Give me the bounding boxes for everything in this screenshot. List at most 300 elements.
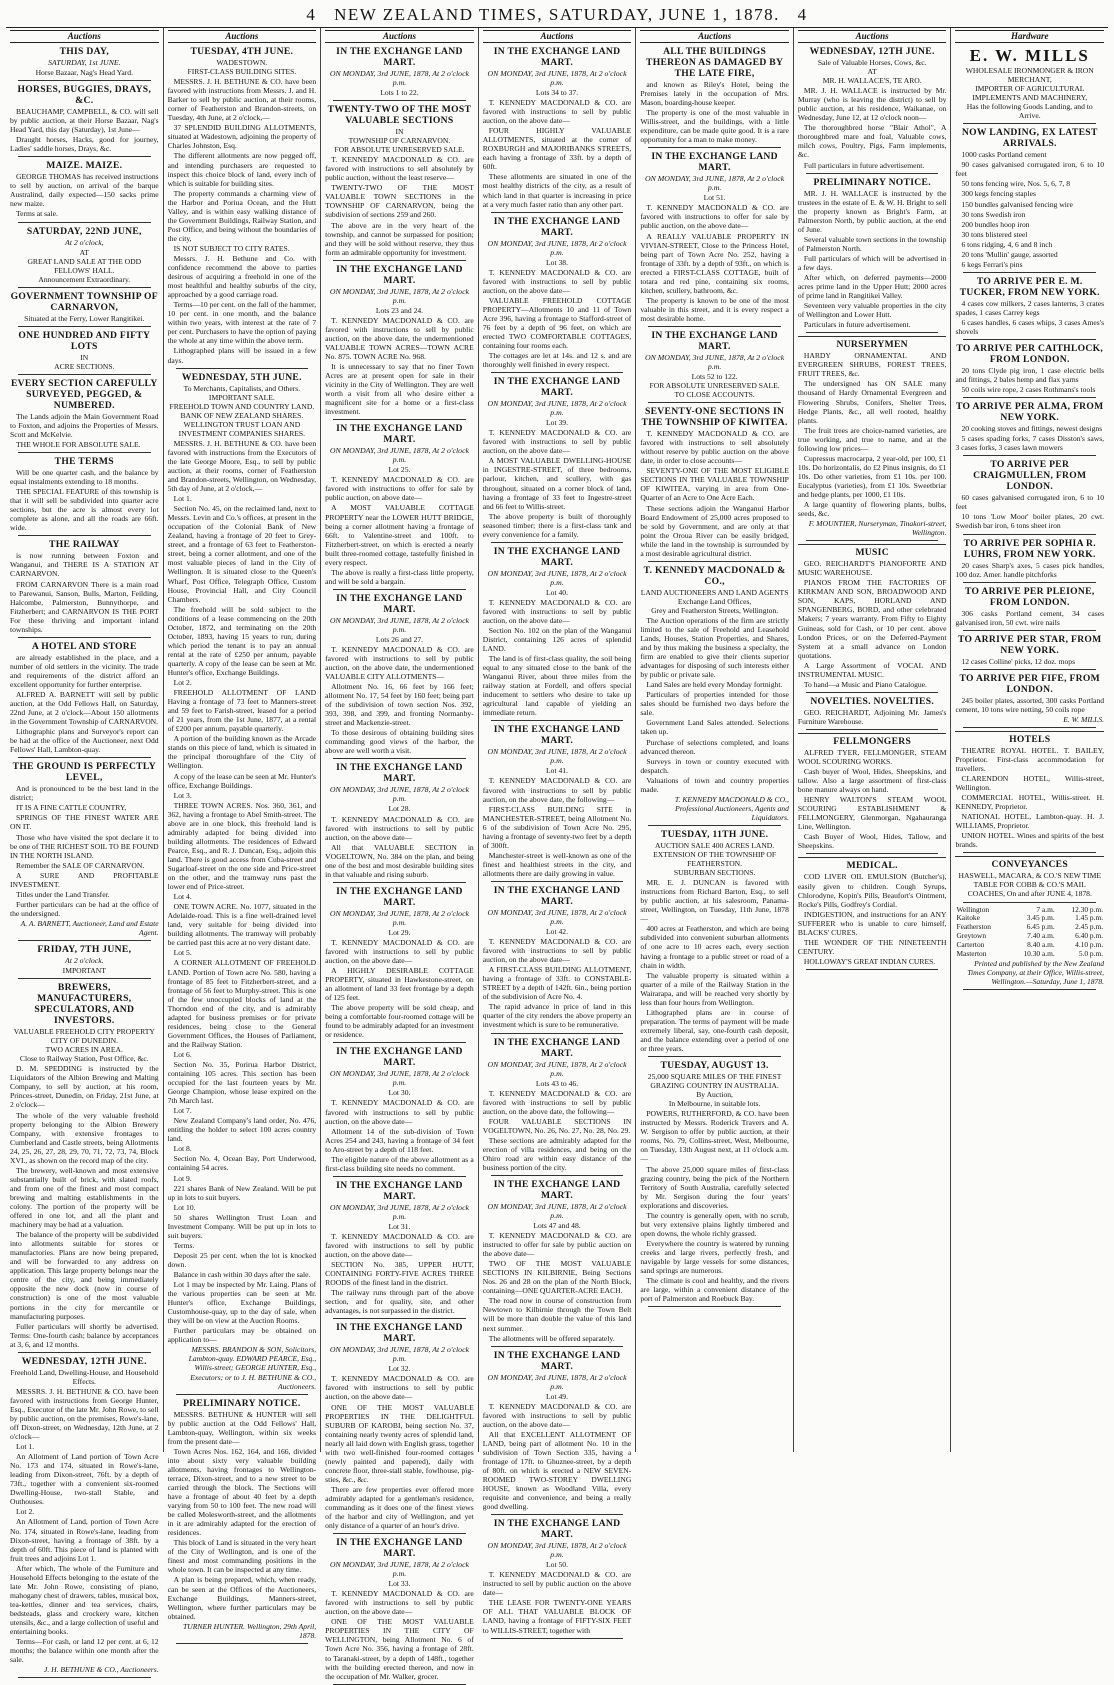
ad-heading: TWENTY-TWO OF THE MOST VALUABLE SECTIONS — [327, 104, 472, 127]
section-header: Auctions — [168, 30, 317, 43]
ad-line: HASWELL, MACARA, & CO.'S NEW TIME TABLE FOR COBB & CO.'S MAIL COACHES, On and after JUNE 4, 1878. — [958, 871, 1101, 899]
ad-separator — [333, 1176, 466, 1177]
ad-line: CITY OF DUNEDIN. — [50, 1036, 118, 1046]
ad-paragraph: POWERS, RUTHERFORD, & CO. have been instructed by Messrs. Roderick Travers and A. W. Sergison to offer by public auction, at their rooms, No. 79, Collins-street, West, Melbourne, on Tuesday, 13th August next, at 11 o'clock a.m.— — [640, 1109, 789, 1164]
ad-paragraph: The road now in course of construction from Newtown to Kilbirnie through the Town Belt will be more than double the value of this land next summer. — [482, 1296, 632, 1333]
ad-paragraph: Land Sales are held every Monday fortnight. — [646, 680, 783, 690]
advertisement — [10, 761, 159, 937]
advertisement — [168, 1398, 317, 1640]
advertisement — [955, 906, 1104, 987]
ad-heading: THE GROUND IS PERFECTLY LEVEL, — [12, 761, 156, 784]
advertisement — [10, 46, 159, 77]
ad-paragraph: T. KENNEDY MACDONALD & CO. are favored with instructions to offer for sale by public auction, on the above date— — [640, 203, 789, 231]
ad-line: Lot 32. — [388, 1364, 411, 1374]
ad-separator — [806, 540, 939, 541]
advertisement — [325, 1537, 474, 1681]
ad-subheading: ON MONDAY, 3rd JUNE, 1878, At 2 o'clock p.m. — [487, 1372, 627, 1391]
ad-subheading: ON MONDAY, 3rd JUNE, 1878, At 2 o'clock p.m. — [329, 1560, 469, 1579]
ad-paragraph: Lot 6. — [173, 1049, 192, 1059]
ad-paragraph: Allotment No. 16, 66 feet by 166 feet; allotment No. 17, 54 feet by 160 feet; being part of the subdivision of town section Nos. 392, 393, 398, and 399, and fronting Normanby-street and Mackenzie-street. — [325, 682, 474, 728]
ad-paragraph: FIRST-CLASS BUILDING SITE in MANCHESTER-STREET, being Allotment No. 6 of the subdivision of Town Acre No. 295, having a frontage of seventy-two feet by a depth of 300ft. — [482, 804, 632, 850]
ad-separator — [806, 853, 939, 854]
ad-paragraph: A CORNER ALLOTMENT OF FREEHOLD LAND. Portion of Town acre No. 580, having a frontage of 85 feet to Fitzherbert-street, and a frontage of 56 feet to Murphy-street. This is one of the few unoccupied blocks of land at the Thorndon end of the city, and is admirably adapted for business premises or for private residences, being close to the General Government Offices, the Houses of Parliament, and the Railway Station. — [167, 958, 317, 1049]
ad-separator — [491, 542, 624, 543]
ad-paragraph: T. KENNEDY MACDONALD & CO. are favored with instructions to sell by public auction, on the above date— — [325, 1589, 474, 1617]
timetable-cell: Featherston — [956, 922, 991, 932]
ad-paragraph: ALFRED A. BARNETT will sell by public auction, at the Odd Fellows Hall, on Saturday, 22nd June, at 2 o'clock—About 150 allotments in the Government Township of CARNARVON. — [10, 689, 159, 727]
ad-signature: Printed and published by the New Zealand Times Company, at their Office, Willis-street, Wellington.—Saturday, June 1, 1878. — [967, 959, 1105, 987]
ad-paragraph: The eligible nature of the above allotment as a first-class building site needs no comment. — [325, 1154, 474, 1173]
ad-paragraph: 20 tons Clyde pig iron, 1 case electric bells and fittings, 2 bales hemp and flax yarns — [955, 366, 1105, 385]
timetable-cell: Wellington — [956, 904, 990, 914]
ad-subheading: SATURDAY, 1st JUNE. — [47, 58, 121, 67]
advertisement — [483, 1179, 632, 1343]
timetable-cell: Greytown — [956, 930, 987, 940]
ad-paragraph: Remember the SALE OF CARNARVON. — [16, 860, 145, 870]
ad-heading: TO ARRIVE PER ALMA, FROM NEW YORK. — [956, 401, 1104, 424]
ad-paragraph: Terms at sale. — [16, 209, 58, 219]
ad-heading: IN THE EXCHANGE LAND MART. — [493, 1178, 621, 1201]
timetable-cell: 2.45 p.m. — [1075, 922, 1104, 932]
ad-paragraph: Lot 4. — [173, 892, 192, 902]
ad-paragraph: T. KENNEDY MACDONALD & CO. are favored with instructions to sell by public auction, on the above date, the undermentioned VALUABLE TOWN ACRES—TOWN ACRE No. 875. TOWN ACRE No. 968. — [325, 315, 474, 361]
ad-paragraph: 20 cooking stoves and fittings, newest designs — [961, 424, 1103, 434]
ad-heading: FELLMONGERS — [798, 733, 947, 747]
advertisement — [483, 216, 632, 370]
ad-paragraph: The country is generally open, with no scrub, but very extensive plains lightly timbered and open downs, the whole richly grassed. — [640, 1210, 789, 1238]
ad-paragraph: T. KENNEDY MACDONALD & CO. are favored with instructions to sell by public auction, on the above date— — [482, 98, 632, 126]
ad-paragraph: Government Land Sales attended. Selections taken up. — [640, 718, 789, 737]
ad-subheading: ON MONDAY, 3rd JUNE, 1878, At 2 o'clock p.m. — [329, 69, 469, 87]
ad-separator — [333, 882, 466, 883]
ad-paragraph: The fruit trees are choice-named varieties, are true working, and true to name, and at the following low prices— — [797, 425, 947, 453]
ad-heading: IN THE EXCHANGE LAND MART. — [493, 885, 621, 907]
ad-heading: IN THE EXCHANGE LAND MART. — [493, 1349, 621, 1372]
ad-separator — [18, 1352, 151, 1353]
ad-separator — [18, 757, 151, 758]
advertisement — [10, 641, 159, 755]
ad-separator — [491, 1514, 624, 1515]
ad-heading: TO ARRIVE PER SOPHIA R. LUHRS, FROM NEW YORK. — [963, 537, 1096, 560]
ad-paragraph: Section No. 102 on the plan of the Wanganui District, containing 126 acres of splendid LAND. — [482, 625, 632, 654]
ad-paragraph: Town Acres Nos. 162, 164, and 166, divided into about sixty very valuable building allotments, having frontages to Wellington-terrace, Dixon-street, and to a new street to be carried through the block. The Sections will have a frontage of about 40 feet by a depth varying from 50 to 100 feet. The new road will be called Molesworth-street, and the allotments in it are admirably adapted for the erection of residences. — [167, 1446, 317, 1538]
advertisement — [10, 330, 159, 371]
advertisement — [10, 226, 159, 284]
ad-paragraph: CLARENDON HOTEL, Willis-street, Wellington. — [955, 774, 1105, 793]
advertisement — [483, 546, 632, 718]
ad-paragraph: The brewery, well-known and most extensive substantially built of brick, with slated roofs, and from one of the finest and most compact brewing and malting establishments in the colony. The portion of the property will be offered in one lot, and all the plant and machinery may be had at a valuation. — [10, 1165, 159, 1230]
section-header: Auctions — [483, 30, 632, 43]
ad-paragraph: Will be one quarter cash, and the balance by equal instalments extending to 18 months. — [10, 468, 159, 487]
ad-line: In Melbourne, in suitable lots. — [668, 1099, 761, 1109]
ad-subheading: ON MONDAY, 3rd JUNE, 1878, At 2 o'clock p.m. — [487, 1201, 627, 1220]
ad-paragraph: An Allotment of Land, portion of Town Acre No. 174, situated in Rowe's-lane, leading from Dixon-street, having a frontage of 38ft. by a depth of 60ft. This piece of land is planted with fruit trees and adjoins Lot 1. — [10, 1517, 159, 1563]
ad-subheading: ON MONDAY, 3rd JUNE, 1878, At 2 o'clock p.m. — [329, 1202, 469, 1221]
ad-heading: SATURDAY, 22ND JUNE, — [26, 225, 142, 237]
advertisement — [955, 46, 1104, 120]
ad-separator — [963, 902, 1096, 903]
ad-line: By Auction, — [696, 1090, 733, 1100]
ad-paragraph: Balance in cash within 30 days after the sale. — [173, 1270, 311, 1279]
ad-separator — [18, 374, 151, 375]
ad-line: AT — [79, 247, 89, 257]
column — [6, 28, 164, 1675]
advertisement — [640, 330, 789, 399]
ad-heading: PRELIMINARY NOTICE. — [813, 176, 931, 188]
advertisement — [325, 1046, 474, 1172]
ad-paragraph: COD LIVER OIL EMULSION (Butcher's), easily given to children. Cough Syrups, Chlorodyne, Kopin's Pills, Beaufort's Ointment, Rocke's Pills, Godfrey's Cordial. — [797, 872, 947, 909]
ad-paragraph: T. KENNEDY MACDONALD & CO. are favored with instructions to sell absolutely without reserve by public auction on the above date, in order to close accounts— — [640, 429, 789, 466]
ad-line: Lots 47 and 48. — [533, 1220, 581, 1230]
ad-paragraph: T. KENNEDY MACDONALD & CO. are favored with instructions to sell by public auction, on the above date, the following— — [482, 776, 632, 804]
ad-paragraph: The rapid advance in price of land in this quarter of the city renders the above property an investment which is sure to be remunerative. — [482, 1002, 632, 1030]
ad-separator — [333, 100, 466, 101]
ad-paragraph: FROM CARNARVON There is a main road to Parewanui, Sanson, Bulls, Marton, Feilding, Halcombe, Palmerston, Bunnythorpe, and Fitzherbert; and CARNARVON IS THE PORT For these thriving and important inland townships. — [10, 579, 159, 634]
ad-paragraph: 20 cases Sharp's axes, 5 cases pick handles, 100 doz. Amer. handle pitchforks — [955, 560, 1105, 579]
ad-paragraph: 50 shares Wellington Trust Loan and Investment Company. Will be put up in lots to suit buyers. — [167, 1212, 317, 1240]
ad-paragraph: 4 cases cow milkers, 2 cases lanterns, 3 crates spades, 1 cases Carrey kegs — [955, 298, 1105, 317]
ad-heading: MAIZE. MAIZE. — [46, 160, 123, 172]
ad-paragraph: Allotment 14 of the sub-division of Town Acres 254 and 243, having a frontage of 34 feet to Aro-street by a depth of 118 feet. — [325, 1126, 474, 1154]
ad-line: Lot 30. — [388, 1088, 411, 1098]
ad-line: IMPORTER OF AGRICULTURAL IMPLEMENTS AND MACHINERY, — [972, 84, 1088, 103]
ad-paragraph: ONE TOWN ACRE. No. 1077, situated in the Adelaide-road. This is a fine well-drained level land, very suitable for being divided into building allotments. The tramway will probably be carried past this acre at no very distant date. — [167, 902, 317, 948]
ad-separator — [648, 147, 781, 148]
ad-paragraph: T. KENNEDY MACDONALD & CO. are favored with instructions to sell by public auction, on the above date— — [482, 267, 632, 295]
ad-separator — [18, 222, 151, 223]
ad-line: BANK OF NEW ZEALAND SHARES. — [180, 410, 304, 420]
ad-paragraph: The railway runs through part of the above section, and for quality, site, and other advantages, is not surpassed in the district. — [325, 1288, 474, 1316]
ad-paragraph: Lot 1 may be inspected by Mr. Laing. Plans of the various properties can be seen at Mr. Hunter's office, Exchange Buildings, Customhouse-quay, up to the day of sale, when they will be on view at the Auction Rooms. — [167, 1280, 317, 1326]
ad-paragraph: And is pronounced to be the best land in the district; — [10, 784, 159, 803]
ad-paragraph: Several valuable town sections in the township of Palmerston North. — [797, 234, 947, 253]
ad-line: Lots 26 and 27. — [375, 634, 424, 644]
ad-paragraph: T. KENNEDY MACDONALD & CO. are favored with instructions to sell by public auction, on the above date— — [325, 1374, 474, 1402]
ad-paragraph: Lot 8. — [173, 1144, 192, 1154]
ad-paragraph: The undersigned has ON SALE many thousand of Hardy Ornamental Evergreen and Flowering Shrubs, Conifers, Shelter Trees, Hedge Plants, &c., all well rooted, healthy plants. — [797, 379, 947, 425]
timetable-cell: 4.10 p.m. — [1075, 939, 1104, 949]
ad-separator — [963, 582, 1096, 583]
advertisement — [483, 46, 632, 209]
ad-heading: TO ARRIVE PER FIFE, FROM LONDON. — [959, 672, 1101, 695]
advertisement — [325, 886, 474, 1040]
ad-subheading: ON MONDAY, 3rd JUNE, 1878, At 2 o'clock p.m. — [487, 908, 627, 926]
advertisement — [10, 84, 159, 153]
ad-paragraph: Purchase of selections completed, and loans advanced thereon. — [640, 737, 789, 756]
ad-paragraph: PIANOS FROM THE FACTORIES OF KIRKMAN AND SON, BROADWOOD AND SON, KAPS, HORLAND AND SPANGENBERG, BORD, and other celebrated Makers; 7 years warranty. From Fifty to Eighty Guineas, sold for Cash, or 10 per cent. above London Prices, or on the Deferred-Payment System at a small advance on London quotations. — [797, 578, 947, 660]
masthead — [6, 2, 1108, 28]
ad-heading: IN THE EXCHANGE LAND MART. — [336, 263, 463, 286]
advertisement — [955, 127, 1104, 269]
ad-paragraph: The property is one of the most valuable in Willis-street, and the buildings, with a little expenditure, can be made quite good. It is a rare opportunity for a man to make money. — [640, 108, 789, 145]
ad-separator — [806, 969, 939, 970]
advertisement — [640, 46, 789, 144]
ad-paragraph: Deposit 25 per cent. when the lot is knocked down. — [167, 1250, 317, 1269]
ad-paragraph: T. KENNEDY MACDONALD & CO. are instructed to sell by public auction on the above date— — [482, 1570, 632, 1598]
ad-subheading: ON MONDAY, 3rd JUNE, 1878, At 2 o'clock p.m. — [487, 747, 627, 766]
ad-line: Lots 1 to 22. — [380, 88, 419, 97]
ad-separator — [491, 881, 624, 882]
ad-paragraph: The different allotments are now pegged off, and intending purchasers are requested to inspect this choice block of land, every inch of which is suitable for building sites. — [167, 151, 317, 188]
ad-paragraph: 6 cases handles, 6 cases whips, 3 cases Ames's shovels — [955, 317, 1105, 336]
ad-separator — [333, 1533, 466, 1534]
ad-line: TWO ACRES IN AREA. — [45, 1045, 123, 1055]
ad-line: To Merchants, Capitalists, and Others. — [183, 383, 301, 393]
timetable-row — [955, 950, 1104, 959]
ad-separator — [963, 455, 1096, 456]
ad-paragraph: A copy of the lease can be seen at Mr. Hunter's office, Exchange Buildings. — [167, 771, 317, 790]
advertisement — [955, 459, 1104, 530]
ad-paragraph: There are few properties ever offered more admirably adapted for a gentleman's residence, commanding as it does one of the finest views of the harbor and city of Wellington, and yet only distance of a quarter of an hour's drive. — [325, 1484, 474, 1531]
ad-paragraph: T. KENNEDY MACDONALD & CO. are favored with instructions to sell by public auction, on the above date— — [325, 1098, 474, 1126]
timetable-cell: 10.30 a.m. — [1023, 948, 1055, 958]
advertisement — [10, 456, 159, 532]
ad-line: EXTENSION OF THE TOWNSHIP OF FEATHERSTON. — [653, 850, 777, 869]
section-header: Auctions — [640, 30, 789, 43]
ad-separator — [806, 332, 939, 333]
timetable-cell: 8.40 a.m. — [1027, 939, 1055, 949]
advertisement — [955, 401, 1104, 452]
advertisement — [483, 1037, 632, 1172]
ad-paragraph: THE WONDER OF THE NINETEENTH CENTURY. — [797, 937, 947, 956]
ad-line: IN — [395, 127, 404, 137]
ad-heading: IN THE EXCHANGE LAND MART. — [336, 762, 463, 785]
ad-line: GREAT LAND SALE AT THE ODD FELLOWS' HALL. — [27, 256, 142, 275]
ad-heading: TO ARRIVE PER E. M. TUCKER, FROM NEW YORK. — [959, 275, 1100, 298]
ad-signature: TURNER HUNTER. Wellington, 29th April, 1878. — [183, 1621, 317, 1640]
advertisement — [798, 46, 947, 170]
ad-separator — [963, 272, 1096, 273]
ad-separator — [963, 339, 1096, 340]
ad-heading: MEDICAL. — [798, 857, 947, 871]
advertisement — [798, 733, 947, 851]
ad-paragraph: Terms—For cash, or land 12 per cent. at 6, 12 months; the balance within one month after the sale. — [10, 1637, 159, 1665]
ad-heading: TUESDAY, 4TH JUNE. — [190, 46, 294, 57]
ad-paragraph: ALFRED TYER, FELLMONGER, STEAM WOOL SCOURING WORKS. — [797, 747, 947, 766]
ad-paragraph: Those who have visited the spot declare it to be one of THE RICHEST SOIL TO BE FOUND IN THE NORTH ISLAND. — [10, 832, 159, 860]
advertisement — [798, 696, 947, 726]
ad-paragraph: Lot 1. — [16, 1442, 35, 1452]
ad-paragraph: 221 shares Bank of New Zealand. Will be put up in lots to suit buyers. — [167, 1183, 317, 1202]
advertisement — [10, 378, 159, 449]
ad-separator — [491, 720, 624, 721]
column — [794, 28, 952, 1452]
ad-paragraph: THE LEASE FOR TWENTY-ONE YEARS OF ALL THAT VALUABLE BLOCK OF LAND, having a frontage of FIFTY-SIX FEET to WILLIS-STREET, together with — [482, 1598, 632, 1635]
ad-subheading: ON MONDAY, 3rd JUNE, 1878, At 2 o'clock p.m. — [329, 286, 469, 305]
ad-paragraph: T. KENNEDY MACDONALD & CO. are favored with instructions to sell by public auction, on the above date— — [325, 814, 474, 842]
advertisement — [483, 885, 632, 1030]
ad-paragraph: are already established in the place, and a number of old settlers in the vicinity. The trade and requirements of the district afford an excellent opportunity for further enterprise. — [10, 652, 159, 689]
ad-subheading: ON MONDAY, 3rd JUNE, 1878, At 2 o'clock p.m. — [329, 908, 469, 927]
ad-paragraph: T. KENNEDY MACDONALD & CO. are favored with instructions to sell by public auction, on the above date— — [482, 597, 632, 625]
advertisement — [325, 264, 474, 417]
ad-heading: THE TERMS — [54, 456, 114, 468]
ad-separator — [963, 123, 1096, 124]
ad-paragraph: FOUR HIGHLY VALUABLE ALLOTMENTS, situated at the corner of ROXBURGH and MAJORIBANKS STREETS, each having a frontage of 33ft. by a depth of 60ft. — [482, 126, 632, 172]
ad-heading: IN THE EXCHANGE LAND MART. — [651, 329, 778, 352]
ad-line: Lot 38. — [546, 257, 568, 267]
ad-separator — [18, 535, 151, 536]
ad-paragraph: All that EXCELLENT ALLOTMENT OF LAND, being part of allotment No. 10 in the subdivision of Town Section 335, having a frontage of 17ft. to Ghuznee-street, by a depth of 80ft. on which is erected a NEW SEVEN-ROOMED TWO-STOREY DWELLING HOUSE, known as Woodland Villa, every requisite and convenience, and being a really good dwelling. — [482, 1429, 632, 1512]
ad-line: Lots 23 and 24. — [375, 305, 424, 315]
ad-line: Lot 49. — [546, 1391, 568, 1401]
advertisement — [955, 343, 1104, 394]
ad-paragraph: Section No. 35, Porirua Harbor District, containing 105 acres. This section has been occupied for the last fourteen years by Mr. George Champion, whose lease expired on the 7th March last. — [167, 1059, 317, 1106]
ad-separator — [176, 1394, 309, 1395]
ad-heading: FRIDAY, 7TH JUNE, — [37, 944, 132, 956]
ad-paragraph: New Zealand Company's land order, No. 476, entitling the holder to select 100 acres country land. — [167, 1116, 317, 1144]
column — [321, 28, 479, 1681]
ad-paragraph: The cottages are let at 14s. and 12 s. and are thoroughly well finished in every respect. — [482, 351, 632, 370]
ad-separator — [648, 402, 781, 403]
ad-paragraph: Further particulars may be obtained on application to— — [167, 1326, 317, 1345]
ad-heading: ONE HUNDRED AND FIFTY LOTS — [18, 329, 151, 352]
ad-line: WADESTOWN. — [216, 58, 268, 67]
ad-paragraph: 37 SPLENDID BUILDING ALLOTMENTS, situated at Wadestown, adjoining the property of Charles Johnston, Esq. — [167, 123, 317, 151]
ad-line: Lots 52 to 122. — [691, 371, 738, 381]
advertisement — [10, 291, 159, 323]
ad-paragraph: Everywhere the country is watered by running creeks and large rivers, perfectly fresh, and navigable by large vessels for some distances, sand springs are numerous. — [640, 1238, 789, 1276]
ad-heading: IN THE EXCHANGE LAND MART. — [493, 46, 621, 68]
ad-paragraph: A MOST VALUABLE DWELLING-HOUSE in INGESTRE-STREET, of three bedrooms, parlour, kitchen, and scullery, with gas throughout, situated on a corner block of land, having a frontage of 33 feet to Ingestre-street and 66 feet to Willis-street. — [482, 456, 632, 511]
ad-line: WHOLESALE IRONMONGER & IRON MERCHANT, — [965, 66, 1094, 85]
ad-paragraph: Cupressus macrocarpa, 2 year-old, per 100, £1 10s. Do horizontalis, do £2 Pinus insignis, do £1 10s. Do other varieties, from £1 10s. per 100. Eucalyptus (varieties), from £1 10s. Sweetbriar and hedge plants, per 1000, £1 10s. — [797, 453, 947, 499]
ad-heading: IN THE EXCHANGE LAND MART. — [493, 376, 621, 399]
ad-paragraph: IT IS A FINE CATTLE COUNTRY, — [16, 803, 127, 813]
ad-paragraph: Further particulars can be had at the office of the undersigned. — [10, 899, 159, 918]
ad-paragraph: 400 acres at Featherston, and which are being subdivided into convenient suburban allotments of one acre to 10 acres each, every section having a frontage to a public street or road of a chain in width. — [640, 924, 789, 970]
column — [479, 28, 637, 1635]
ad-paragraph: T. KENNEDY MACDONALD & CO. are favored with instructions to sell by public auction, on the above date, the undermentioned VALUABLE CITY ALLOTMENTS— — [325, 644, 474, 682]
ad-paragraph: A large quantity of flowering plants, bulbs, seeds, &c. — [797, 500, 947, 519]
ad-paragraph: VALUABLE FREEHOLD COTTAGE PROPERTY—Allotments 10 and 11 of Town Acre 396, having a frontage to Stafford-street of 76 feet by a depth of 96 feet, on which are erected TWO COMFORTABLE COTTAGES, containing four rooms each. — [482, 295, 632, 351]
advertisement — [798, 544, 947, 689]
ad-line: Close to Railway Station, Post Office, &c. — [19, 1054, 149, 1064]
ad-paragraph: Lot 7. — [173, 1106, 192, 1116]
ad-subheading: ON MONDAY, 3rd JUNE, 1878, At 2 o'clock p.m. — [487, 238, 627, 257]
ad-separator — [648, 326, 781, 327]
ad-heading: IN THE EXCHANGE LAND MART. — [336, 1046, 463, 1069]
ad-separator — [491, 1175, 624, 1176]
ad-paragraph: THEATRE ROYAL HOTEL. T. BAILEY, Proprietor. First-class accommodation for travellers. — [955, 745, 1105, 773]
ad-separator — [18, 978, 151, 979]
timetable — [955, 906, 1104, 959]
ad-paragraph: HARDY ORNAMENTAL AND EVERGREEN SHRUBS, FOREST TREES, FRUIT TREES, &c. — [797, 351, 947, 379]
ad-paragraph: Terms—10 per cent. on the fall of the hammer, 10 per cent. in one month, and the balance within two years, with interest at the rate of 7 per cent. Purchasers to have the option of paying the whole at any time within the above term. — [167, 300, 317, 346]
ad-separator — [333, 1318, 466, 1319]
ad-line: Lots 34 to 37. — [535, 88, 579, 97]
ad-paragraph: THE WHOLE FOR ABSOLUTE SALE. — [16, 439, 141, 449]
ad-line: Lots 43 to 46. — [535, 1078, 579, 1088]
section-header: Hardware — [955, 30, 1104, 43]
ad-heading: A HOTEL AND STORE — [31, 640, 137, 652]
ad-paragraph: MR. E. J. DUNCAN is favored with instructions from Richard Barton, Esq., to sell by public auction, at his salesroom, Panama-street, Wellington, on Tuesday, 11th June, 1878— — [640, 878, 789, 924]
ad-line: TO CLOSE ACCOUNTS. — [674, 390, 755, 400]
ad-heading: BREWERS, MANUFACTURERS, SPECULATORS, AND INVESTORS. — [34, 982, 135, 1027]
ad-paragraph: It is unnecessary to say that no finer Town Acres are at present open for sale in their vicinity in the City of Wellington. They are well worth a visit from all who desire either a magnificent site for a home or a first-class investment. — [325, 361, 474, 417]
ad-paragraph: T. KENNEDY MACDONALD & CO. are favored with instructions to sell by public auction, on the above date— — [325, 1231, 474, 1259]
ad-separator — [963, 727, 1096, 728]
ad-line: Lot 42. — [546, 927, 568, 936]
ad-paragraph: After which, The whole of the Furniture and Household Effects belonging to the estate of the late Mr. John Rowe, consisting of piano, mahogany chest of drawers, tables, musical box, tea-kettles, dinner and tea services, chairs, bedsteads, glass and crockery ware, kitchen utensils, &c., and a large collection of useful and entertaining books. — [10, 1563, 159, 1637]
ad-line: Situated at the Ferry, Lower Rangitikei. — [24, 313, 145, 323]
ad-line: Lot 25. — [388, 465, 411, 475]
ad-paragraph: The above property is built of thoroughly seasoned timber; there is a first-class tank and every convenience for a family. — [482, 511, 632, 539]
ad-paragraph: GEO. REICHARDT, Adjoining Mr. James's Furniture Warehouse. — [797, 707, 947, 726]
ad-heading: T. KENNEDY MACDONALD & CO., — [643, 564, 786, 587]
ad-paragraph: T. KENNEDY MACDONALD & CO. are favored with instructions to sell absolutely by public auction, without the least reserve— — [325, 155, 474, 183]
advertisement — [955, 673, 1104, 724]
ad-subheading: ON MONDAY, 3rd JUNE, 1878, At 2 o'clock p.m. — [487, 1541, 627, 1560]
ad-line: IMPORTANT — [62, 966, 106, 976]
ad-separator — [176, 368, 309, 369]
timetable-cell: 6.40 p.m. — [1075, 930, 1104, 940]
ad-paragraph: 30 tons Swedish iron — [961, 209, 1026, 219]
ad-paragraph: The Lands adjoin the Main Government Road to Foxton, and adjoins the Properties of Messrs. Scott and McKelvie. — [10, 411, 159, 439]
ad-separator — [18, 326, 151, 327]
ad-separator — [648, 1306, 781, 1307]
ad-paragraph: GEORGE THOMAS has received instructions to sell by auction, on arrival of the barque Australind, daily expected—150 sacks prime new maize. — [10, 172, 159, 209]
ad-separator — [333, 1042, 466, 1043]
ad-paragraph: A REALLY VALUABLE PROPERTY IN VIVIAN-STREET, Close to the Princess Hotel, being part of Town Acre No. 252, having a frontage of 33ft. by a depth of 93ft., on which is erected a FIRST-CLASS COTTAGE, built of totara and red pine, containing six rooms, kitchen, scullery, bathroom, &c. — [640, 231, 789, 295]
ad-line: ACRE SECTIONS. — [54, 361, 115, 371]
ad-separator — [963, 397, 1096, 398]
ad-paragraph: 6 tons ridging, 4, 6 and 8 inch — [961, 239, 1053, 249]
ad-separator — [491, 212, 624, 213]
advertisement — [325, 104, 474, 257]
ad-paragraph: The land is of first-class quality, the soil being equal to any situated close to the bank of the Wanganui River, about three miles from the railway station at Fordell, and offers special inducement to settlers who desire to take up agricultural land capable of yielding an immediate return. — [482, 654, 632, 718]
ad-paragraph: ONE OF THE MOST VALUABLE PROPERTIES IN THE DELIGHTFUL SUBURB OF KAROBI, being section No. 37, containing nearly twenty acres of splendid land, nearly all laid down with English grass, together with two well-finished four-roomed cottages (newly painted and papered), daily with concrete floor, three-stall stable, fowlhouse, pig-sties, &c., &c. — [325, 1402, 474, 1484]
advertisement — [325, 593, 474, 756]
ad-paragraph: 30 tons blistered steel — [961, 229, 1028, 239]
ad-signature: T. KENNEDY MACDONALD & CO., Professional Auctioneers, Agents and Liquidators. — [674, 794, 789, 822]
ad-separator — [806, 729, 939, 730]
columns-container — [6, 28, 1108, 1681]
ad-heading: IN THE EXCHANGE LAND MART. — [336, 1179, 463, 1202]
advertisement — [955, 634, 1104, 666]
ad-paragraph: T. KENNEDY MACDONALD & CO. are favored with instructions to sell by public auction, on the above date— — [482, 428, 632, 456]
ad-paragraph: 60 cases galvanised corrugated iron, 6 to 10 feet — [955, 493, 1105, 512]
ad-paragraph: Cash buyer of Wool, Hides, Sheepskins, and tallow. Also a large assortment of first-class bone manure always on hand. — [797, 767, 947, 795]
ad-paragraph: ONE OF THE MOST VALUABLE PROPERTIES IN THE CITY OF WELLINGTON, being Allotment No. 6 of Town Acre No. 356, having a frontage of 28ft. to Taranaki-street, by a depth of 148ft., together with the building erected thereon, and now in the occupation of Mr. Walker, grocer. — [325, 1617, 474, 1681]
ad-heading: NOVELTIES. NOVELTIES. — [810, 695, 935, 707]
ad-paragraph: 12 cases Colline' picks, 12 doz. mops — [961, 656, 1076, 666]
ad-paragraph: T. KENNEDY MACDONALD & CO. are favored with instructions to sell by public auction, on the above date— — [482, 937, 632, 965]
advertisement — [640, 151, 789, 323]
advertisement — [10, 982, 159, 1349]
ad-paragraph: A Large Assortment of VOCAL AND INSTRUMENTAL MUSIC. — [797, 660, 947, 679]
ad-paragraph: To those desirous of obtaining building sites commanding good views of the harbor, the above are well worth a visit. — [325, 728, 474, 756]
ad-separator — [963, 669, 1096, 670]
advertisement — [325, 423, 474, 586]
ad-paragraph: BEAUCHAMP, CAMPBELL, & CO. will sell by public auction, at their Horse Bazaar, Nag's Head Yard, this day (Saturday), 1st June— — [10, 107, 159, 135]
ad-heading: NURSERYMEN — [798, 336, 947, 350]
ad-paragraph: 200 bundles hoop iron — [961, 219, 1030, 229]
ad-heading: TO ARRIVE PER CAITHLOCK, FROM LONDON. — [956, 343, 1104, 366]
ad-paragraph: The property commands a charming view of the Harbor and Poriua Ocean, and the Hutt Valley, and is within easy walking distance of the Government Buildings, Railway Station, and Post Office, and being without the boundaries of the city, — [167, 188, 317, 243]
ad-line: Announcement Extraordinary. — [38, 274, 131, 284]
ad-line: TOWNSHIP OF CARNARVON. — [348, 136, 451, 146]
ad-heading: TO ARRIVE PER PLEIONE, FROM LONDON. — [964, 585, 1095, 608]
ad-subheading: ON MONDAY, 3rd JUNE, 1878, At 2 o'clock p.m. — [329, 615, 469, 634]
ad-paragraph: and known as Riley's Hotel, being the Premises lately in the occupation of Mrs. Mason, boarding-house keeper. — [640, 80, 789, 108]
ad-subheading: ON MONDAY, 3rd JUNE, 1878, At 2 o'clock p.m. — [487, 399, 627, 418]
ad-separator — [18, 637, 151, 638]
ad-paragraph: THE SPECIAL FEATURE of this township is that it will sell be subdivided into quarter acre sections, but the acre is almost every lot complete as alone, and all the roads are 66ft. wide. — [10, 487, 159, 533]
advertisement — [640, 829, 789, 1053]
ad-paragraph: All that VALUABLE SECTION in VOGELTOWN, No. 384 on the plan, and being one of the best and most desirable building sites in that valuable and rising suburb. — [325, 842, 474, 879]
timetable-cell: Kaitoke — [956, 913, 980, 923]
